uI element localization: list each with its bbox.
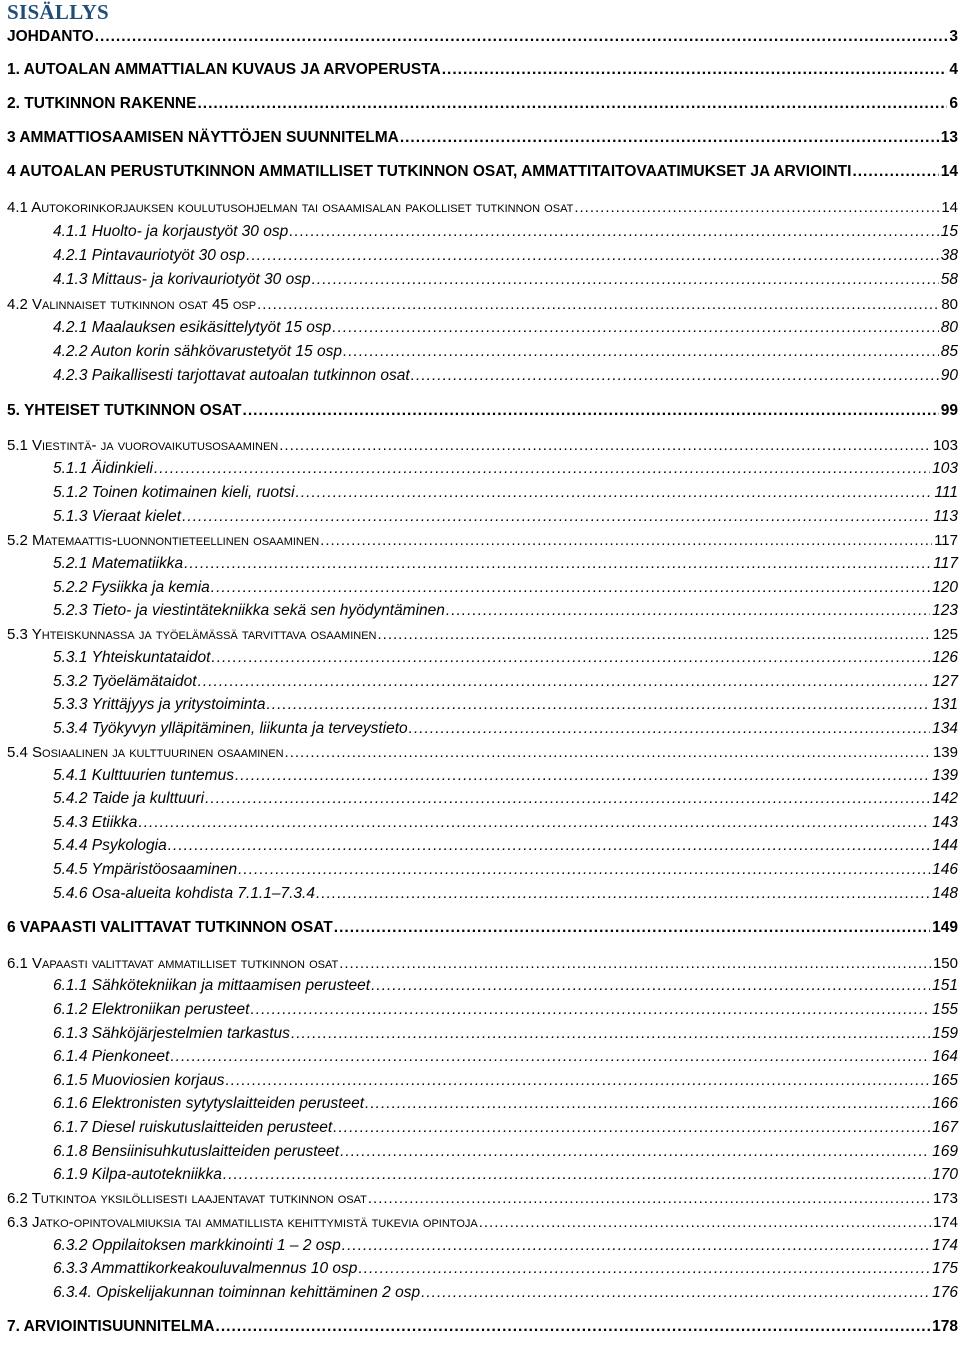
toc-entry[interactable] bbox=[0, 621, 960, 643]
toc-page-number: 126 bbox=[932, 649, 958, 666]
toc-entry-label: 6.2 Tutkintoa yksilöllisesti laajentavat tutkinnon osat bbox=[7, 1190, 367, 1207]
toc-page-number: 170 bbox=[932, 1166, 958, 1183]
toc-entry-label: 5.1 Viestintä- ja vuorovaikutusosaaminen bbox=[7, 437, 279, 454]
toc-dot-leader bbox=[316, 885, 930, 903]
toc-entry[interactable] bbox=[0, 398, 960, 420]
toc-page-number: 113 bbox=[933, 508, 958, 525]
toc-entry-label: 6.1 Vapaasti valittavat ammatilliset tutkinnon osat bbox=[7, 955, 339, 972]
toc-entry-label: 4.2.1 Maalauksen esikäsittelytyöt 15 osp bbox=[53, 319, 332, 336]
toc-entry[interactable] bbox=[0, 669, 960, 691]
toc-entry-label: 5.4.4 Psykologia bbox=[53, 837, 167, 854]
toc-entry[interactable] bbox=[0, 1280, 960, 1302]
toc-page-number: 143 bbox=[932, 814, 958, 831]
toc-dot-leader bbox=[852, 163, 938, 181]
toc-dot-leader bbox=[168, 837, 930, 855]
toc-page-number: 117 bbox=[934, 532, 958, 549]
toc-page-number: 99 bbox=[940, 402, 958, 419]
toc-entry-label: 5.3 Yhteiskunnassa ja työelämässä tarvittava osaaminen bbox=[7, 626, 377, 643]
toc-entry[interactable] bbox=[0, 763, 960, 785]
toc-dot-leader bbox=[211, 579, 930, 597]
toc-page-number: 131 bbox=[932, 696, 958, 713]
toc-page-number: 164 bbox=[932, 1048, 958, 1065]
toc-entry[interactable] bbox=[0, 786, 960, 808]
toc-dot-leader bbox=[343, 343, 939, 361]
toc-entry-label: 4 AUTOALAN PERUSTUTKINNON AMMATILLISET TUTKINNON OSAT, AMMATTITAITOVAATIMUKSET JA ARVIOINTI bbox=[7, 163, 852, 180]
toc-entry-label: 1. AUTOALAN AMMATTIALAN KUVAUS JA ARVOPERUSTA bbox=[7, 61, 441, 78]
toc-dot-leader bbox=[333, 1119, 930, 1137]
toc-entry[interactable] bbox=[0, 1091, 960, 1113]
toc-dot-leader bbox=[377, 626, 930, 643]
toc-entry-label: 5. YHTEISET TUTKINNON OSAT bbox=[7, 402, 242, 419]
toc-entry[interactable] bbox=[0, 267, 960, 289]
toc-entry[interactable] bbox=[0, 973, 960, 995]
toc-entry[interactable] bbox=[0, 645, 960, 667]
toc-page-number: 151 bbox=[932, 977, 958, 994]
toc-dot-leader bbox=[320, 532, 932, 549]
toc-entry-label: 5.3.1 Yhteiskuntataidot bbox=[53, 649, 211, 666]
toc-entry[interactable] bbox=[0, 1256, 960, 1278]
toc-entry-label: 5.1.1 Äidinkieli bbox=[53, 460, 153, 477]
toc-dot-leader bbox=[138, 814, 930, 832]
toc-dot-leader bbox=[223, 1166, 930, 1184]
toc-dot-leader bbox=[446, 602, 930, 620]
toc-page-number: 173 bbox=[932, 1190, 958, 1207]
toc-page-number: 6 bbox=[949, 95, 958, 112]
toc-page-number: 14 bbox=[940, 163, 958, 180]
toc-dot-leader bbox=[246, 247, 939, 265]
toc-entry[interactable] bbox=[0, 857, 960, 879]
toc-entry-label: 2. TUTKINNON RAKENNE bbox=[7, 95, 197, 112]
toc-page-number: 166 bbox=[932, 1095, 958, 1112]
page-title: SISÄLLYS bbox=[7, 0, 110, 24]
toc-dot-leader bbox=[205, 790, 930, 808]
toc-entry[interactable] bbox=[0, 881, 960, 903]
toc-entry[interactable] bbox=[0, 432, 960, 454]
toc-dot-leader bbox=[211, 649, 930, 667]
toc-dot-leader bbox=[411, 367, 939, 385]
toc-entry[interactable] bbox=[0, 692, 960, 714]
toc-dot-leader bbox=[409, 720, 930, 738]
toc-page-number: 3 bbox=[949, 28, 958, 45]
toc-page-number: 169 bbox=[932, 1143, 958, 1160]
toc-dot-leader bbox=[339, 955, 931, 972]
toc-entry-label: 6.1.9 Kilpa-autotekniikka bbox=[53, 1166, 222, 1183]
toc-entry[interactable] bbox=[0, 1044, 960, 1066]
toc-entry-label: 6.1.1 Sähkötekniikan ja mittaamisen perusteet bbox=[53, 977, 371, 994]
toc-entry[interactable] bbox=[0, 739, 960, 761]
toc-entry-label: 5.2 Matemaattis-luonnontieteellinen osaaminen bbox=[7, 532, 320, 549]
toc-page-number: 159 bbox=[932, 1025, 958, 1042]
toc-dot-leader bbox=[421, 1284, 930, 1302]
toc-page-number: 174 bbox=[932, 1237, 958, 1254]
toc-entry[interactable] bbox=[0, 598, 960, 620]
toc-page-number: 125 bbox=[932, 626, 958, 643]
toc-entry[interactable] bbox=[0, 950, 960, 972]
toc-dot-leader bbox=[279, 437, 931, 454]
toc-page-number: 175 bbox=[932, 1260, 958, 1277]
toc-entry[interactable] bbox=[0, 1021, 960, 1043]
toc-entry[interactable] bbox=[0, 833, 960, 855]
toc-page-number: 167 bbox=[932, 1119, 958, 1136]
toc-entry-label: 6.1.2 Elektroniikan perusteet bbox=[53, 1001, 250, 1018]
toc-dot-leader bbox=[170, 1048, 930, 1066]
toc-entry[interactable] bbox=[0, 456, 960, 478]
toc-entry[interactable] bbox=[0, 810, 960, 832]
toc-entry[interactable] bbox=[0, 716, 960, 738]
toc-entry[interactable] bbox=[0, 159, 960, 181]
toc-dot-leader bbox=[243, 402, 939, 420]
toc-dot-leader bbox=[442, 61, 948, 79]
toc-page-number: 134 bbox=[932, 720, 958, 737]
toc-page-number: 120 bbox=[932, 579, 958, 596]
toc-page-number: 117 bbox=[933, 555, 958, 572]
toc-entry[interactable] bbox=[0, 363, 960, 385]
toc-entry-label: 4.2.3 Paikallisesti tarjottavat autoalan tutkinnon osat bbox=[53, 367, 410, 384]
toc-entry-label: 5.4 Sosiaalinen ja kulttuurinen osaaminen bbox=[7, 744, 284, 761]
toc-page-number: 58 bbox=[940, 271, 958, 288]
toc-dot-leader bbox=[479, 1214, 931, 1231]
toc-entry-label: 6.3 Jatko-opintovalmiuksia tai ammatillista kehittymistä tukevia opintoja bbox=[7, 1214, 478, 1231]
toc-page-number: 13 bbox=[940, 129, 958, 146]
toc-page-number: 178 bbox=[932, 1318, 958, 1335]
toc-dot-leader bbox=[574, 199, 939, 216]
toc-dot-leader bbox=[334, 919, 930, 937]
toc-entry-label: 6.1.6 Elektronisten sytytyslaitteiden perusteet bbox=[53, 1095, 365, 1112]
toc-entry-label: 5.4.1 Kulttuurien tuntemus bbox=[53, 767, 234, 784]
toc-dot-leader bbox=[182, 508, 931, 526]
toc-entry-label: 6 VAPAASTI VALITTAVAT TUTKINNON OSAT bbox=[7, 919, 333, 936]
toc-entry-label: 4.1 Autokorinkorjauksen koulutusohjelman tai osaamisalan pakolliset tutkinnon osat bbox=[7, 199, 574, 216]
toc-entry[interactable] bbox=[0, 575, 960, 597]
toc-page-number: 144 bbox=[932, 837, 958, 854]
toc-entry-label: 6.1.8 Bensiinisuhkutuslaitteiden perusteet bbox=[53, 1143, 340, 1160]
toc-entry[interactable] bbox=[0, 1233, 960, 1255]
toc-entry[interactable] bbox=[0, 1115, 960, 1137]
toc-entry[interactable] bbox=[0, 291, 960, 313]
toc-entry[interactable] bbox=[0, 57, 960, 79]
toc-page-number: 139 bbox=[932, 744, 958, 761]
toc-entry[interactable] bbox=[0, 551, 960, 573]
toc-dot-leader bbox=[197, 95, 947, 113]
toc-entry-label: 4.2 Valinnaiset tutkinnon osat 45 osp bbox=[7, 296, 257, 313]
toc-page-number: 127 bbox=[932, 673, 958, 690]
toc-page-number: 90 bbox=[940, 367, 958, 384]
toc-page-number: 15 bbox=[940, 223, 958, 240]
toc-dot-leader bbox=[250, 1001, 930, 1019]
toc-entry-label: 4.1.3 Mittaus- ja korivauriotyöt 30 osp bbox=[53, 271, 311, 288]
toc-dot-leader bbox=[312, 271, 939, 289]
toc-page-number: 14 bbox=[941, 199, 958, 216]
toc-dot-leader bbox=[266, 696, 930, 714]
toc-entry[interactable] bbox=[0, 91, 960, 113]
toc-dot-leader bbox=[235, 767, 930, 785]
toc-entry-label: 5.3.3 Yrittäjyys ja yritystoiminta bbox=[53, 696, 266, 713]
toc-dot-leader bbox=[342, 1237, 930, 1255]
toc-entry[interactable] bbox=[0, 1068, 960, 1090]
toc-dot-leader bbox=[340, 1143, 930, 1161]
toc-page-number: 4 bbox=[949, 61, 958, 78]
toc-page-number: 165 bbox=[932, 1072, 958, 1089]
toc-dot-leader bbox=[238, 861, 930, 879]
toc-dot-leader bbox=[198, 673, 931, 691]
toc-dot-leader bbox=[184, 555, 931, 573]
toc-page-number: 149 bbox=[932, 919, 958, 936]
toc-dot-leader bbox=[291, 1025, 930, 1043]
toc-dot-leader bbox=[358, 1260, 930, 1278]
toc-entry[interactable] bbox=[0, 194, 960, 216]
toc-entry-label: 5.2.3 Tieto- ja viestintätekniikka sekä sen hyödyntäminen bbox=[53, 602, 445, 619]
toc-entry-label: 6.1.7 Diesel ruiskutuslaitteiden perusteet bbox=[53, 1119, 333, 1136]
toc-entry-label: 3 AMMATTIOSAAMISEN NÄYTTÖJEN SUUNNITELMA bbox=[7, 129, 399, 146]
toc-entry[interactable] bbox=[0, 1314, 960, 1336]
toc-page-number: 146 bbox=[932, 861, 958, 878]
toc-page-number: 176 bbox=[932, 1284, 958, 1301]
toc-dot-leader bbox=[285, 744, 931, 761]
toc-page-number: 123 bbox=[932, 602, 958, 619]
toc-entry-label: 6.1.3 Sähköjärjestelmien tarkastus bbox=[53, 1025, 290, 1042]
toc-dot-leader bbox=[216, 1318, 931, 1336]
toc-entry-label: 5.2.1 Matematiikka bbox=[53, 555, 184, 572]
toc-entry-label: 6.3.3 Ammattikorkeakouluvalmennus 10 osp bbox=[53, 1260, 358, 1277]
toc-entry-label: 6.1.4 Pienkoneet bbox=[53, 1048, 170, 1065]
toc-entry-label: 6.3.4. Opiskelijakunnan toiminnan kehittäminen 2 osp bbox=[53, 1284, 421, 1301]
toc-dot-leader bbox=[225, 1072, 930, 1090]
toc-entry-label: 5.3.2 Työelämätaidot bbox=[53, 673, 197, 690]
toc-entry[interactable] bbox=[0, 219, 960, 241]
toc-dot-leader bbox=[296, 484, 933, 502]
toc-entry[interactable] bbox=[0, 1139, 960, 1161]
toc-entry-label: 5.1.2 Toinen kotimainen kieli, ruotsi bbox=[53, 484, 295, 501]
toc-page-number: 111 bbox=[934, 484, 958, 501]
toc-entry-label: 5.4.6 Osa-alueita kohdista 7.1.1–7.3.4 bbox=[53, 885, 315, 902]
toc-dot-leader bbox=[154, 460, 930, 478]
toc-entry-label: 5.1.3 Vieraat kielet bbox=[53, 508, 182, 525]
toc-entry[interactable] bbox=[0, 24, 960, 46]
toc-page-number: 103 bbox=[932, 437, 958, 454]
toc-page-number: 139 bbox=[932, 767, 958, 784]
toc-entry-label: 6.3.2 Oppilaitoksen markkinointi 1 – 2 osp bbox=[53, 1237, 341, 1254]
toc-entry[interactable] bbox=[0, 339, 960, 361]
toc-dot-leader bbox=[257, 296, 939, 313]
toc-page-number: 80 bbox=[941, 296, 958, 313]
toc-page-number: 155 bbox=[932, 1001, 958, 1018]
toc-page-number: 85 bbox=[940, 343, 958, 360]
toc-dot-leader bbox=[368, 1190, 931, 1207]
toc-entry[interactable] bbox=[0, 527, 960, 549]
toc-dot-leader bbox=[332, 319, 938, 337]
toc-entry-label: 5.2.2 Fysiikka ja kemia bbox=[53, 579, 210, 596]
toc-page-number: 148 bbox=[932, 885, 958, 902]
toc-page-number: 142 bbox=[932, 790, 958, 807]
toc-entry[interactable] bbox=[0, 125, 960, 147]
toc-page-number: 103 bbox=[932, 460, 958, 477]
toc-entry-label: 7. ARVIOINTISUUNNITELMA bbox=[7, 1318, 215, 1335]
toc-entry[interactable] bbox=[0, 243, 960, 265]
toc-entry-label: 6.1.5 Muoviosien korjaus bbox=[53, 1072, 225, 1089]
toc-entry-label: 4.2.1 Pintavauriotyöt 30 osp bbox=[53, 247, 246, 264]
toc-entry-label: 4.2.2 Auton korin sähkövarustetyöt 15 osp bbox=[53, 343, 342, 360]
toc-entry[interactable] bbox=[0, 504, 960, 526]
toc-dot-leader bbox=[365, 1095, 930, 1113]
toc-entry[interactable] bbox=[0, 1162, 960, 1184]
toc-entry[interactable] bbox=[0, 480, 960, 502]
toc-entry[interactable] bbox=[0, 1185, 960, 1207]
toc-entry-label: 5.4.3 Etiikka bbox=[53, 814, 138, 831]
toc-entry[interactable] bbox=[0, 1209, 960, 1231]
toc-entry[interactable] bbox=[0, 915, 960, 937]
toc-entry-label: 5.4.2 Taide ja kulttuuri bbox=[53, 790, 205, 807]
toc-page-number: 150 bbox=[932, 955, 958, 972]
toc-entry-label: 5.4.5 Ympäristöosaaminen bbox=[53, 861, 238, 878]
toc-entry-label: JOHDANTO bbox=[7, 28, 94, 45]
toc-page-number: 80 bbox=[940, 319, 958, 336]
toc-page-number: 38 bbox=[940, 247, 958, 264]
toc-entry[interactable] bbox=[0, 997, 960, 1019]
toc-entry-label: 5.3.4 Työkyvyn ylläpitäminen, liikunta ja terveystieto bbox=[53, 720, 408, 737]
toc-dot-leader bbox=[371, 977, 930, 995]
toc-dot-leader bbox=[289, 223, 939, 241]
toc-entry[interactable] bbox=[0, 315, 960, 337]
toc-entry-label: 4.1.1 Huolto- ja korjaustyöt 30 osp bbox=[53, 223, 289, 240]
toc-page-number: 174 bbox=[932, 1214, 958, 1231]
toc-dot-leader bbox=[95, 28, 948, 46]
toc-dot-leader bbox=[400, 129, 939, 147]
